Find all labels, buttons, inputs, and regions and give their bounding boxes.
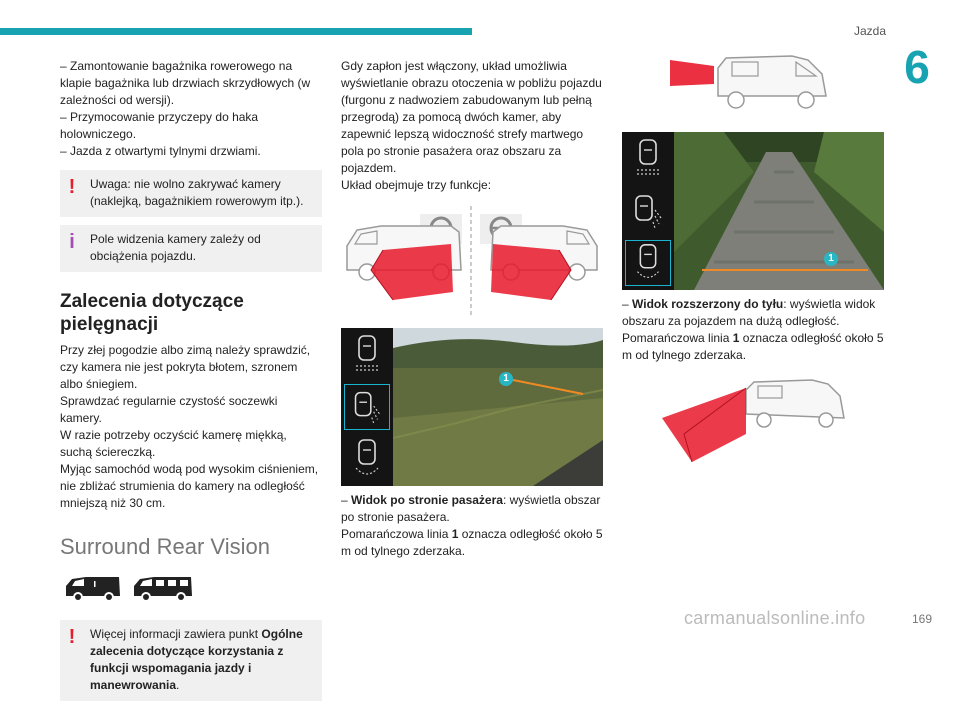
note-text-bold: Ogólne zalecenia dotyczące korzystania z funkcji wspomagania jazdy i manewrowania [90, 627, 303, 692]
marker-badge: 1 [824, 252, 838, 266]
camera-screen-rear [622, 132, 884, 290]
caption-part: oznacza odległość około 5 m od tylnego zderzaka. [622, 331, 884, 362]
note-text-prefix: Więcej informacji zawiera punkt [90, 627, 262, 641]
info-text: Pole widzenia kamery zależy od obciążenia pojazdu. [90, 232, 261, 263]
column-left [60, 58, 322, 709]
rear-view-illustration [622, 50, 884, 124]
warning-text: Uwaga: nie wolno zakrywać kamery (naklejką, bagażnikiem rowerowym itp.). [90, 177, 304, 208]
side-view-illustration [341, 200, 603, 318]
list-item: – Jazda z otwartymi tylnymi drzwiami. [60, 144, 261, 158]
caption-bold: 1 [451, 527, 459, 541]
intro-paragraph-2: Układ obejmuje trzy funkcje: [341, 178, 492, 192]
caption-line [622, 330, 884, 364]
camera-image-side [393, 328, 603, 486]
mode-wide-view-icon [625, 240, 671, 286]
rear-zone-illustration [622, 374, 884, 466]
warning-icon: ! [68, 176, 76, 198]
info-note [60, 225, 322, 272]
caption-line [622, 296, 884, 330]
caption-bold: Widok po stronie pasażera [351, 493, 503, 507]
srv-heading: Surround Rear Vision [60, 534, 270, 559]
camera-mode-list [622, 132, 674, 290]
care-paragraph: Myjąc samochód wodą pod wysokim ciśnieniem, nie zbliżać strumienia do kamery na odległość mniejszą niż 30 cm. [60, 462, 319, 510]
header-accent-bar [0, 28, 472, 35]
caption-part: oznacza odległość około 5 m od tylnego zderzaka. [341, 527, 603, 558]
van-closed-icon [64, 574, 122, 604]
camera-screen-side [341, 328, 603, 486]
mode-wide-view-icon [344, 436, 390, 482]
caption-bold: Widok rozszerzony do tyłu [632, 297, 784, 311]
caption-part: Pomarańczowa linia [622, 331, 733, 345]
watermark: carmanualsonline.info [684, 608, 866, 628]
caption-part: Pomarańczowa linia [341, 527, 452, 541]
caption-dash: – [622, 297, 633, 311]
rear-view-caption [622, 296, 884, 364]
vehicle-icons [60, 574, 322, 606]
mode-side-view-icon [625, 188, 671, 234]
intro-paragraph: Gdy zapłon jest włączony, układ umożliwia wyświetlanie obrazu otoczenia w pobliżu pojazdu (furgonu z nadwoziem zabudowanym lub pełną przegrodą) za pomocą dwóch kamer, aby zapewnić lepszą widoczność strefy martwego pola po stronie pasażera oraz obszaru za pojazdem. [341, 59, 602, 175]
marker-badge: 1 [499, 372, 513, 386]
warning-note-2 [60, 620, 322, 701]
section-title: Jazda [853, 24, 886, 38]
care-paragraph: W razie potrzeby oczyścić kamerę miękką, suchą ściereczką. [60, 428, 287, 459]
note-text-suffix: . [176, 678, 180, 692]
warning-note [60, 170, 322, 217]
list-item: – Przymocowanie przyczepy do haka holowniczego. [60, 110, 259, 141]
info-icon: i [69, 231, 75, 253]
caption-line [341, 526, 603, 560]
mode-rear-view-icon [625, 136, 671, 182]
camera-mode-list [341, 328, 393, 486]
van-windows-icon [132, 574, 194, 604]
caption-bold: 1 [732, 331, 740, 345]
caption-line [341, 492, 603, 526]
care-paragraph: Sprawdzać regularnie czystość soczewki kamery. [60, 394, 278, 425]
warning-icon: ! [68, 626, 76, 648]
column-right [622, 50, 884, 466]
caption-dash: – [341, 493, 352, 507]
care-paragraph: Przy złej pogodzie albo zimą należy sprawdzić, czy kamera nie jest pokryta błotem, szronem albo śniegiem. [60, 343, 311, 391]
mode-side-view-icon [344, 384, 390, 430]
column-middle [341, 58, 603, 560]
caption-rest: : wyświetla obszar po stronie pasażera. [341, 493, 601, 524]
side-view-caption [341, 492, 603, 560]
camera-image-rear [674, 132, 884, 290]
care-heading: Zalecenia dotyczące pielęgnacji [60, 291, 244, 335]
warning-text-2 [68, 626, 314, 694]
mode-rear-view-icon [344, 332, 390, 378]
chapter-number: 6 [904, 41, 930, 93]
list-item: – Zamontowanie bagażnika rowerowego na klapie bagażnika lub drzwiach skrzydłowych (w zależności od wersji). [60, 59, 311, 107]
page-number: 169 [911, 612, 932, 626]
caption-rest: : wyświetla widok obszaru za pojazdem na dużą odległość. [622, 297, 876, 328]
